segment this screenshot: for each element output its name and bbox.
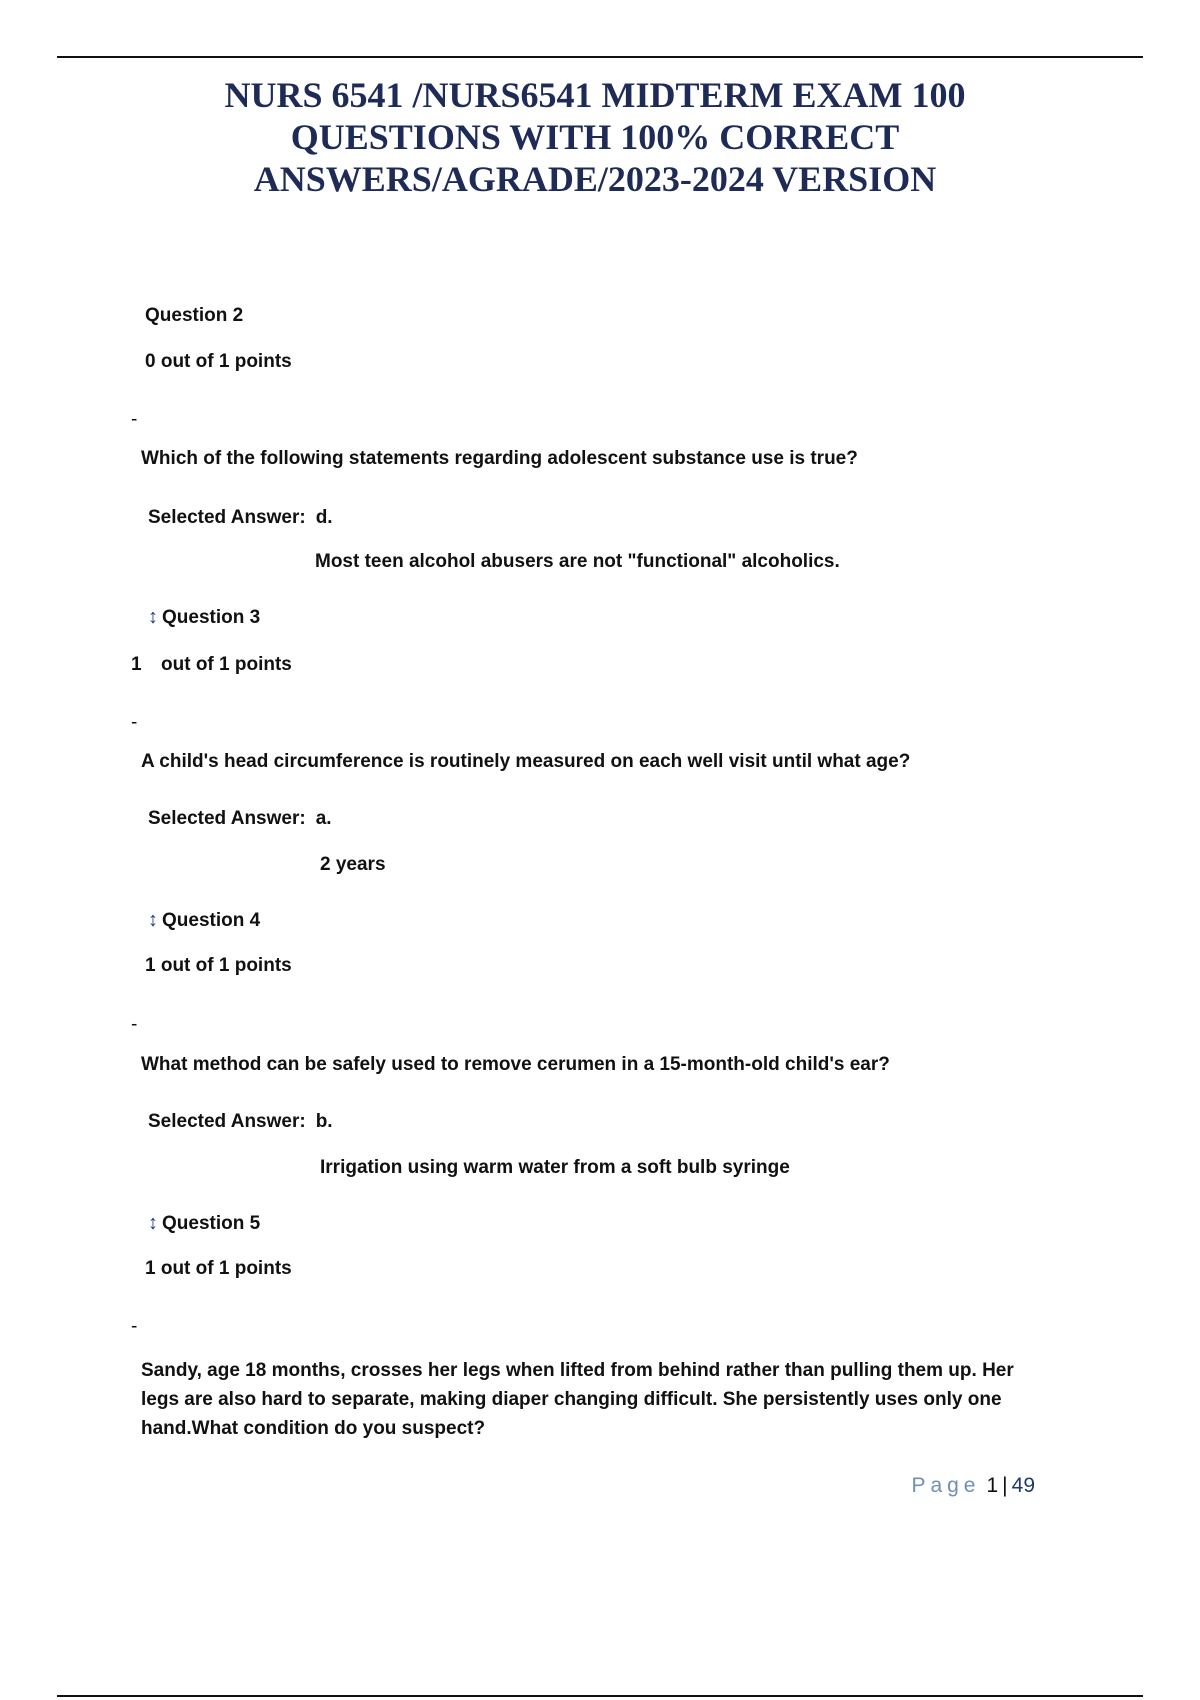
question-4-points: 1 out of 1 points (145, 955, 292, 976)
question-2-answer-text: Most teen alcohol abusers are not "functional" alcoholics. (315, 551, 840, 572)
up-down-arrow-icon[interactable]: ↕ (148, 909, 158, 931)
question-5-separator: - (131, 1316, 138, 1337)
page-number: 1 (986, 1474, 999, 1497)
title-line-1: NURS 6541 /NURS6541 MIDTERM EXAM 100 (224, 75, 966, 115)
page-word: Page (911, 1474, 981, 1497)
selected-answer-letter: b. (315, 1111, 333, 1132)
question-4-answer-text: Irrigation using warm water from a soft bulb syringe (320, 1157, 790, 1178)
question-5-label: Question 5 (162, 1213, 261, 1234)
selected-answer-label: Selected Answer: (148, 808, 306, 829)
up-down-arrow-icon[interactable]: ↕ (148, 606, 158, 628)
question-3-points (131, 653, 292, 677)
question-3-points-text: out of 1 points (161, 654, 292, 675)
question-3-selected-answer (148, 807, 332, 831)
selected-answer-label: Selected Answer: (148, 1111, 306, 1132)
title-line-2: QUESTIONS WITH 100% CORRECT (290, 117, 900, 157)
question-3-separator: - (131, 712, 138, 733)
question-4-separator: - (131, 1014, 138, 1035)
page-separator: | (1002, 1474, 1008, 1497)
question-2-points: 0 out of 1 points (145, 351, 292, 372)
up-down-arrow-icon[interactable]: ↕ (148, 1212, 158, 1234)
question-5-points: 1 out of 1 points (145, 1258, 292, 1279)
question-3-points-score: 1 (131, 654, 142, 675)
question-4-text: What method can be safely used to remove cerumen in a 15-month-old child's ear? (141, 1054, 890, 1075)
question-2-separator: - (131, 409, 138, 430)
question-3-text: A child's head circumference is routinely measured on each well visit until what age? (141, 751, 911, 772)
bottom-rule (57, 1695, 1143, 1697)
document-title (120, 74, 1070, 200)
selected-answer-label: Selected Answer: (148, 507, 306, 528)
question-5-text: Sandy, age 18 months, crosses her legs when lifted from behind rather than pulling them up. Her legs are also hard to separate, making diaper changing difficult. She persistently uses only one hand.What condition do you suspect? (141, 1360, 1014, 1439)
title-line-3: ANSWERS/AGRADE/2023-2024 VERSION (253, 159, 937, 199)
question-4-label: Question 4 (162, 910, 261, 931)
page-footer (911, 1473, 1035, 1499)
question-2-text: Which of the following statements regarding adolescent substance use is true? (141, 448, 858, 469)
selected-answer-letter: a. (315, 808, 332, 829)
question-2-heading: Question 2 (145, 305, 244, 326)
question-3-answer-text: 2 years (320, 854, 386, 875)
question-3-label: Question 3 (162, 607, 261, 628)
question-5-heading (148, 1211, 260, 1236)
question-2-selected-answer (148, 506, 333, 530)
question-4-heading (148, 908, 260, 933)
selected-answer-letter: d. (315, 507, 333, 528)
top-rule (57, 56, 1143, 58)
page-total: 49 (1011, 1474, 1035, 1497)
question-3-heading (148, 605, 260, 630)
question-4-selected-answer (148, 1110, 333, 1134)
